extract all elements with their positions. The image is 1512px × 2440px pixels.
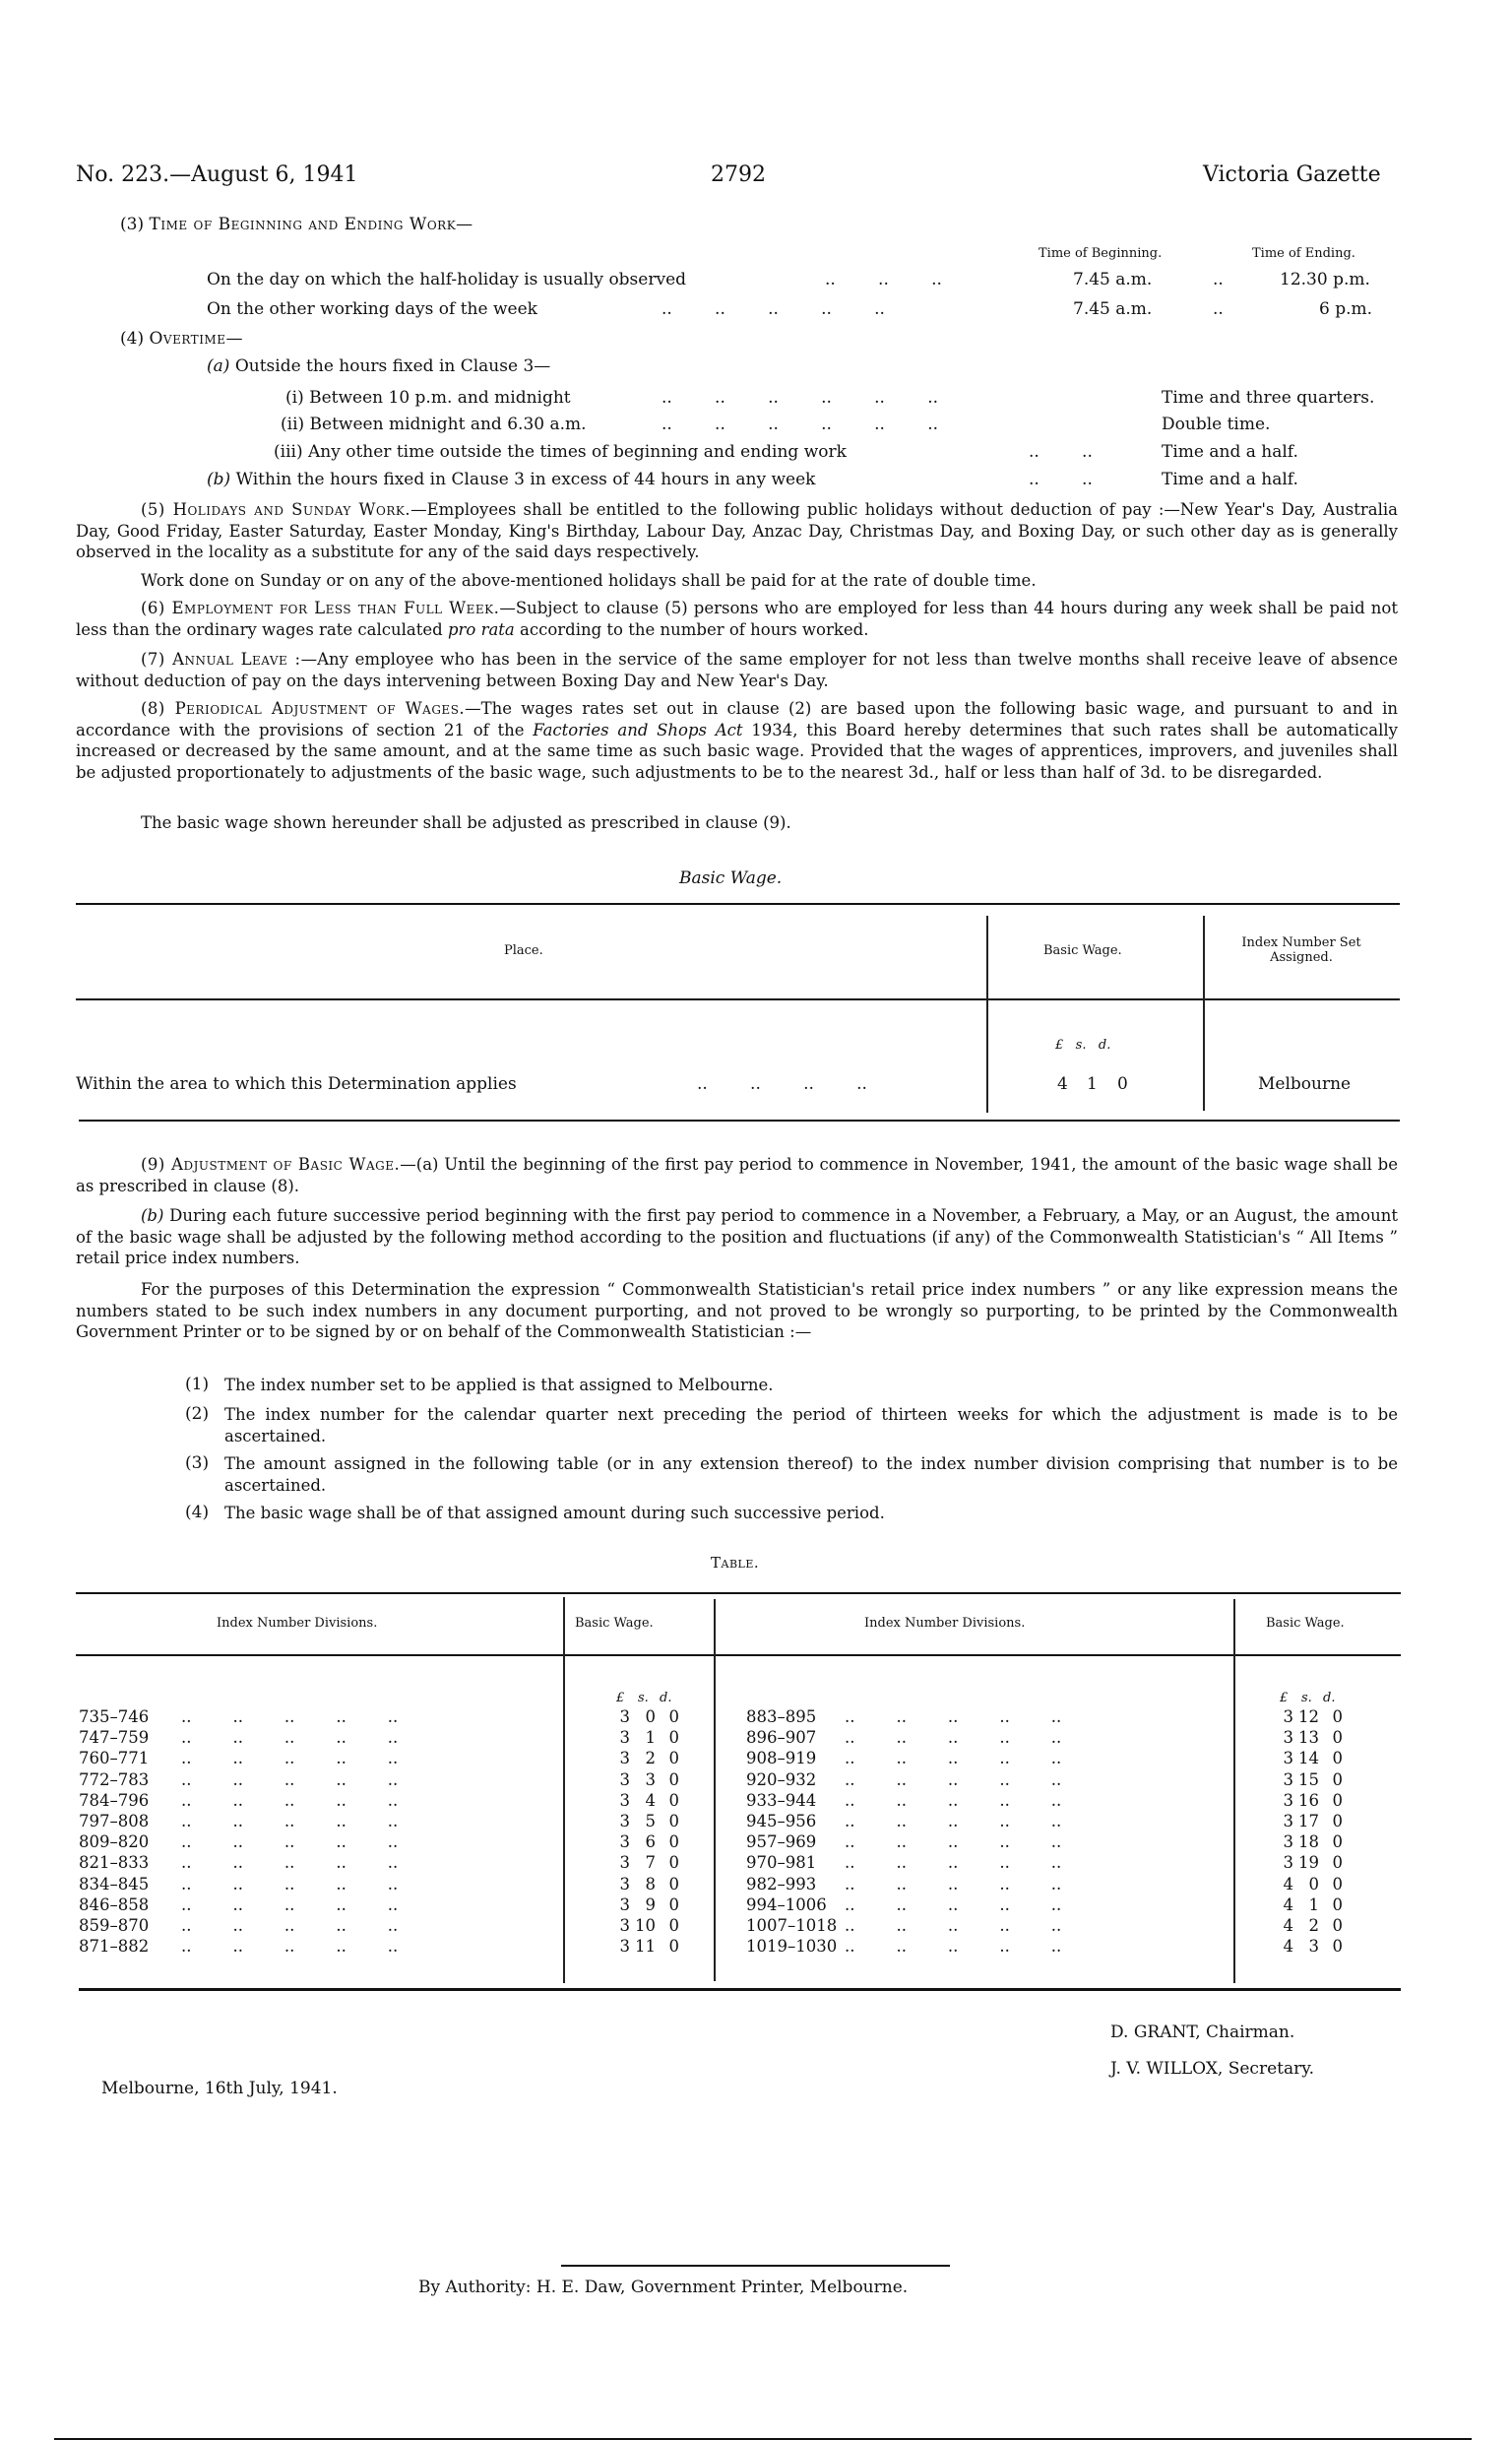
index-range: 1007–1018 <box>746 1916 838 1935</box>
leader-dots: .. <box>1213 299 1224 319</box>
wage-pence: 0 <box>1332 1853 1343 1873</box>
wage-pence: 0 <box>668 1812 679 1830</box>
table-top-rule <box>76 1592 1401 1594</box>
hours-row-label: On the other working days of the week <box>207 299 537 319</box>
step-text: The amount assigned in the following table (or in any extension thereof) to the index number division comprising that number is to be ascertained. <box>224 1454 1398 1495</box>
wage-pounds: 4 <box>1283 1874 1293 1894</box>
place-and-date: Melbourne, 16th July, 1941. <box>101 2079 338 2098</box>
wage-pence: 0 <box>1332 1916 1343 1935</box>
issue-number-date: No. 223.—August 6, 1941 <box>76 162 358 187</box>
col-header-divisions-left: Index Number Divisions. <box>217 1616 378 1631</box>
publication-title: Victoria Gazette <box>1203 162 1381 187</box>
index-range: 945–956 <box>746 1812 817 1830</box>
wage-pounds: 3 <box>619 1894 630 1914</box>
clause-3-heading: (3) Time of Beginning and Ending Work— <box>120 215 473 234</box>
step-number: (3) <box>185 1453 210 1473</box>
wage-shillings: 7 <box>645 1853 656 1873</box>
wage-pence: 0 <box>1332 1937 1343 1957</box>
wage-shillings: 14 <box>1298 1749 1319 1768</box>
wage-pence: 0 <box>668 1769 679 1789</box>
wage-pence: 0 <box>1332 1728 1343 1748</box>
table-title: Basic Wage. <box>679 868 783 888</box>
leader-dots: .. .. .. .. .. <box>845 1812 1062 1830</box>
step-text: The index number set to be applied is that assigned to Melbourne. <box>224 1376 774 1394</box>
chairman-signature: D. GRANT, Chairman. <box>1110 2023 1295 2042</box>
wage-shillings: 3 <box>645 1769 656 1789</box>
clause-7-annual-leave: (7) Annual Leave :—Any employee who has been in the service of the same employer for not less than twelve months shall receive leave of absence without deduction of pay on the days intervening between Boxing Day and New Year's Day. <box>76 650 1398 690</box>
wage-shillings: 2 <box>645 1749 656 1768</box>
wage-pence: 0 <box>668 1749 679 1768</box>
wage-pounds: 3 <box>1283 1769 1293 1789</box>
leader-dots: .. .. .. .. .. <box>845 1707 1062 1726</box>
index-range: 957–969 <box>746 1832 817 1852</box>
leader-dots: .. .. .. .. .. <box>181 1874 399 1894</box>
leader-dots: .. .. .. .. .. <box>181 1832 399 1852</box>
wage-pounds: 3 <box>1283 1812 1293 1830</box>
wage-pence: 0 <box>668 1728 679 1748</box>
table-bottom-rule <box>79 1120 1400 1122</box>
footer-rule <box>561 2265 950 2267</box>
leader-dots: .. .. .. .. .. <box>181 1812 399 1830</box>
item-number: (iii) <box>274 442 303 462</box>
index-range: 994–1006 <box>746 1894 827 1914</box>
leader-dots: .. .. .. .. <box>697 1074 867 1094</box>
clause-8-adjustment: (8) Periodical Adjustment of Wages.—The wages rates set out in clause (2) are based upon the following basic wage, and pursuant to and in accordance with the provisions of section 21 of the Factories and Shops Act 1934, this Board hereby determines that such rates shall be automatically increased or decreased by the same amount, and at the same time as such basic wage. Provided that the wages of apprentices, improvers, and juveniles shall be adjusted proportionately to adjustments of the basic wage, such adjustments to be to the nearest 3d., half or less than half of 3d. to be disregarded. <box>76 699 1399 782</box>
page-bottom-edge <box>54 2438 1472 2440</box>
wage-shillings: 15 <box>1298 1769 1319 1789</box>
col-header-basic-wage: Basic Wage. <box>1043 943 1122 958</box>
units-lsd: £ s. d. <box>1055 1038 1111 1053</box>
wage-pence: 0 <box>1117 1074 1128 1094</box>
index-range: 821–833 <box>79 1853 150 1873</box>
step-text: The index number for the calendar quarter next preceding the period of thirteen weeks for which the adjustment is made is to be ascertained. <box>224 1405 1398 1445</box>
wage-shillings: 6 <box>645 1832 656 1852</box>
wage-pounds: 3 <box>1283 1749 1293 1768</box>
wage-pounds: 3 <box>619 1749 630 1768</box>
leader-dots: .. <box>1213 270 1224 289</box>
leader-dots: .. .. .. .. .. <box>662 299 885 319</box>
wage-shillings: 19 <box>1298 1853 1319 1873</box>
index-range: 871–882 <box>79 1937 150 1957</box>
table-header-rule <box>76 1654 1401 1656</box>
index-range: 933–944 <box>746 1790 817 1810</box>
index-range: 834–845 <box>79 1874 150 1894</box>
leader-dots: .. .. .. .. .. <box>845 1916 1062 1935</box>
hours-row-label: On the day on which the half-holiday is usually observed <box>207 270 687 289</box>
wage-pence: 0 <box>668 1874 679 1894</box>
index-range: 846–858 <box>79 1894 150 1914</box>
leader-dots: .. .. .. .. .. <box>181 1853 399 1873</box>
wage-pence: 0 <box>668 1894 679 1914</box>
wage-shillings: 4 <box>645 1790 656 1810</box>
col-header-ending: Time of Ending. <box>1252 246 1355 261</box>
overtime-rate: Time and three quarters. <box>1162 388 1375 408</box>
wage-pence: 0 <box>668 1853 679 1873</box>
wage-shillings: 16 <box>1298 1790 1319 1810</box>
leader-dots: .. .. .. .. .. <box>181 1707 399 1726</box>
wage-pounds: 3 <box>619 1853 630 1873</box>
index-range: 772–783 <box>79 1769 150 1789</box>
leader-dots: .. .. .. .. .. .. <box>662 415 938 434</box>
index-range: 883–895 <box>746 1707 817 1726</box>
time-ending: 6 p.m. <box>1319 299 1373 319</box>
leader-dots: .. .. .. .. .. <box>181 1769 399 1789</box>
index-range: 982–993 <box>746 1874 817 1894</box>
leader-dots: .. .. .. .. .. <box>181 1916 399 1935</box>
table-title: Table. <box>711 1554 760 1572</box>
clause-9-b: (b) During each future successive period beginning with the first pay period to commence in a November, a February, a May, or an August, the amount of the basic wage shall be adjusted by the following method according to the position and fluctuations (if any) of the Commonwealth Statistician's “ All Items ” retail price index numbers. <box>76 1206 1398 1268</box>
wage-pence: 0 <box>1332 1812 1343 1830</box>
wage-shillings: 0 <box>645 1707 656 1726</box>
index-range: 809–820 <box>79 1832 150 1852</box>
unit-pence: d. <box>1323 1691 1336 1705</box>
index-range: 896–907 <box>746 1728 817 1748</box>
wage-pence: 0 <box>1332 1769 1343 1789</box>
place-cell: Within the area to which this Determination applies <box>76 1074 517 1094</box>
leader-dots: .. .. .. .. .. <box>845 1790 1062 1810</box>
leader-dots: .. .. .. .. .. <box>181 1749 399 1768</box>
time-beginning: 7.45 a.m. <box>1073 299 1153 319</box>
item-text: Any other time outside the times of beginning and ending work <box>307 442 847 462</box>
wage-pence: 0 <box>1332 1790 1343 1810</box>
col-header-place: Place. <box>504 943 543 958</box>
wage-shillings: 13 <box>1298 1728 1319 1748</box>
wage-pounds: 3 <box>619 1769 630 1789</box>
wage-pence: 0 <box>1332 1707 1343 1726</box>
clause-9-purposes: For the purposes of this Determination the expression “ Commonwealth Statistician's retail price index numbers ” or any like expression means the numbers stated to be such index numbers in any document purporting, and not proved to be wrongly so purporting, to be printed by the Commonwealth Government Printer or to be signed by or on behalf of the Commonwealth Statistician :— <box>76 1280 1398 1342</box>
wage-pence: 0 <box>668 1707 679 1726</box>
wage-pounds: 3 <box>619 1874 630 1894</box>
wage-pounds: 4 <box>1283 1937 1293 1957</box>
clause-5-sunday-work: Work done on Sunday or on any of the above-mentioned holidays shall be paid for at the rate of double time. <box>141 571 1037 590</box>
leader-dots: .. .. .. .. .. <box>845 1769 1062 1789</box>
unit-pence: d. <box>660 1691 672 1705</box>
wage-pounds: 3 <box>619 1707 630 1726</box>
wage-shillings: 8 <box>645 1874 656 1894</box>
wage-shillings: 1 <box>1087 1074 1098 1094</box>
leader-dots: .. .. .. .. .. <box>845 1728 1062 1748</box>
column-divider <box>1203 916 1205 1111</box>
overtime-rate: Double time. <box>1162 415 1271 434</box>
leader-dots: .. .. .. .. .. <box>845 1894 1062 1914</box>
wage-pence: 0 <box>1332 1749 1343 1768</box>
wage-pence: 0 <box>1332 1874 1343 1894</box>
col-header-wage-right: Basic Wage. <box>1266 1616 1345 1631</box>
wage-shillings: 9 <box>645 1894 656 1914</box>
wage-shillings: 1 <box>645 1728 656 1748</box>
time-beginning: 7.45 a.m. <box>1073 270 1153 289</box>
leader-dots: .. .. .. .. .. .. <box>662 388 938 408</box>
unit-shillings: s. <box>638 1691 649 1705</box>
index-range: 970–981 <box>746 1853 817 1873</box>
leader-dots: .. .. .. .. .. <box>845 1937 1062 1957</box>
overtime-rate: Time and a half. <box>1162 442 1298 462</box>
wage-pence: 0 <box>1332 1894 1343 1914</box>
leader-dots: .. .. .. .. .. <box>845 1874 1062 1894</box>
index-range: 747–759 <box>79 1728 150 1748</box>
col-header-divisions-right: Index Number Divisions. <box>864 1616 1026 1631</box>
table-top-rule <box>76 903 1400 905</box>
wage-shillings: 5 <box>645 1812 656 1830</box>
wage-shillings: 11 <box>635 1937 656 1957</box>
index-set-cell: Melbourne <box>1258 1074 1352 1094</box>
wage-pence: 0 <box>1332 1832 1343 1852</box>
wage-shillings: 3 <box>1308 1937 1319 1957</box>
column-divider <box>714 1599 716 1981</box>
leader-dots: .. .. <box>1029 442 1093 462</box>
step-number: (4) <box>185 1503 210 1522</box>
overtime-rate: Time and a half. <box>1162 470 1298 489</box>
wage-pounds: 3 <box>619 1916 630 1935</box>
wage-pence: 0 <box>668 1790 679 1810</box>
column-divider <box>563 1597 565 1983</box>
index-range: 908–919 <box>746 1749 817 1768</box>
col-header-wage-left: Basic Wage. <box>575 1616 654 1631</box>
unit-pounds: £ <box>616 1691 625 1705</box>
index-range: 797–808 <box>79 1812 150 1830</box>
leader-dots: .. .. .. .. .. <box>181 1728 399 1748</box>
leader-dots: .. .. .. <box>825 270 942 289</box>
wage-pounds: 3 <box>1283 1853 1293 1873</box>
leader-dots: .. .. .. .. .. <box>181 1790 399 1810</box>
leader-dots: .. .. .. .. .. <box>181 1894 399 1914</box>
clause-5-holidays: (5) Holidays and Sunday Work.—Employees shall be entitled to the following public holidays without deduction of pay :—New Year's Day, Australia Day, Good Friday, Easter Saturday, Easter Monday, King's Birthday, Labour Day, Anzac Day, Christmas Day, and Boxing Day, or such other day as is generally observed in the locality as a substitute for any of the said days respectively. <box>76 500 1398 562</box>
index-range: 784–796 <box>79 1790 150 1810</box>
printer-imprint: By Authority: H. E. Daw, Government Printer, Melbourne. <box>418 2278 909 2297</box>
step-number: (2) <box>185 1404 210 1424</box>
wage-pounds: 3 <box>1283 1832 1293 1852</box>
wage-pounds: 4 <box>1283 1894 1293 1914</box>
index-range: 859–870 <box>79 1916 150 1935</box>
wage-pounds: 4 <box>1057 1074 1068 1094</box>
column-divider <box>986 916 988 1113</box>
wage-pounds: 3 <box>1283 1707 1293 1726</box>
wage-shillings: 0 <box>1308 1874 1319 1894</box>
clause-8-note: The basic wage shown hereunder shall be adjusted as prescribed in clause (9). <box>141 813 791 832</box>
overtime-a: (a) Outside the hours fixed in Clause 3— <box>207 356 551 376</box>
index-range: 1019–1030 <box>746 1937 838 1957</box>
col-header-beginning: Time of Beginning. <box>1039 246 1163 261</box>
clause-6-employment: (6) Employment for Less than Full Week.—Subject to clause (5) persons who are employed for less than 44 hours during any week shall be paid not less than the ordinary wages rate calculated pro rata according to the number of hours worked. <box>76 599 1398 639</box>
leader-dots: .. .. <box>1029 470 1093 489</box>
wage-pounds: 3 <box>619 1728 630 1748</box>
leader-dots: .. .. .. .. .. <box>845 1853 1062 1873</box>
leader-dots: .. .. .. .. .. <box>845 1749 1062 1768</box>
wage-pounds: 3 <box>619 1812 630 1830</box>
index-range: 920–932 <box>746 1769 817 1789</box>
wage-pounds: 4 <box>1283 1916 1293 1935</box>
item-text: Between midnight and 6.30 a.m. <box>309 415 587 434</box>
step-text: The basic wage shall be of that assigned amount during such successive period. <box>224 1504 885 1522</box>
wage-pounds: 3 <box>1283 1728 1293 1748</box>
wage-pounds: 3 <box>619 1832 630 1852</box>
wage-shillings: 17 <box>1298 1812 1319 1830</box>
index-range: 760–771 <box>79 1749 150 1768</box>
unit-pounds: £ <box>1280 1691 1289 1705</box>
index-range: 735–746 <box>79 1707 150 1726</box>
item-text: Between 10 p.m. and midnight <box>309 388 571 408</box>
time-ending: 12.30 p.m. <box>1280 270 1370 289</box>
page-number: 2792 <box>711 162 766 187</box>
wage-pounds: 3 <box>619 1937 630 1957</box>
wage-pence: 0 <box>668 1937 679 1957</box>
wage-pounds: 3 <box>619 1790 630 1810</box>
wage-pounds: 3 <box>1283 1790 1293 1810</box>
clause-9-a: (9) Adjustment of Basic Wage.—(a) Until the beginning of the first pay period to commence in November, 1941, the amount of the basic wage shall be as prescribed in clause (8). <box>76 1155 1399 1195</box>
column-divider <box>1233 1599 1235 1983</box>
wage-shillings: 12 <box>1298 1707 1319 1726</box>
wage-shillings: 2 <box>1308 1916 1319 1935</box>
wage-shillings: 18 <box>1298 1832 1319 1852</box>
leader-dots: .. .. .. .. .. <box>845 1832 1062 1852</box>
secretary-signature: J. V. WILLOX, Secretary. <box>1110 2059 1314 2079</box>
wage-pence: 0 <box>668 1832 679 1852</box>
leader-dots: .. .. .. .. .. <box>181 1937 399 1957</box>
table-bottom-rule <box>79 1988 1401 1991</box>
clause-4-heading: (4) Overtime— <box>120 329 243 349</box>
wage-shillings: 10 <box>635 1916 656 1935</box>
step-number: (1) <box>185 1375 210 1394</box>
wage-pence: 0 <box>668 1916 679 1935</box>
table-header-rule <box>76 998 1400 1000</box>
wage-shillings: 1 <box>1308 1894 1319 1914</box>
col-header-index-set: Index Number Set Assigned. <box>1241 935 1361 965</box>
item-number: (ii) <box>281 415 305 434</box>
unit-shillings: s. <box>1301 1691 1312 1705</box>
item-number: (i) <box>285 388 304 408</box>
